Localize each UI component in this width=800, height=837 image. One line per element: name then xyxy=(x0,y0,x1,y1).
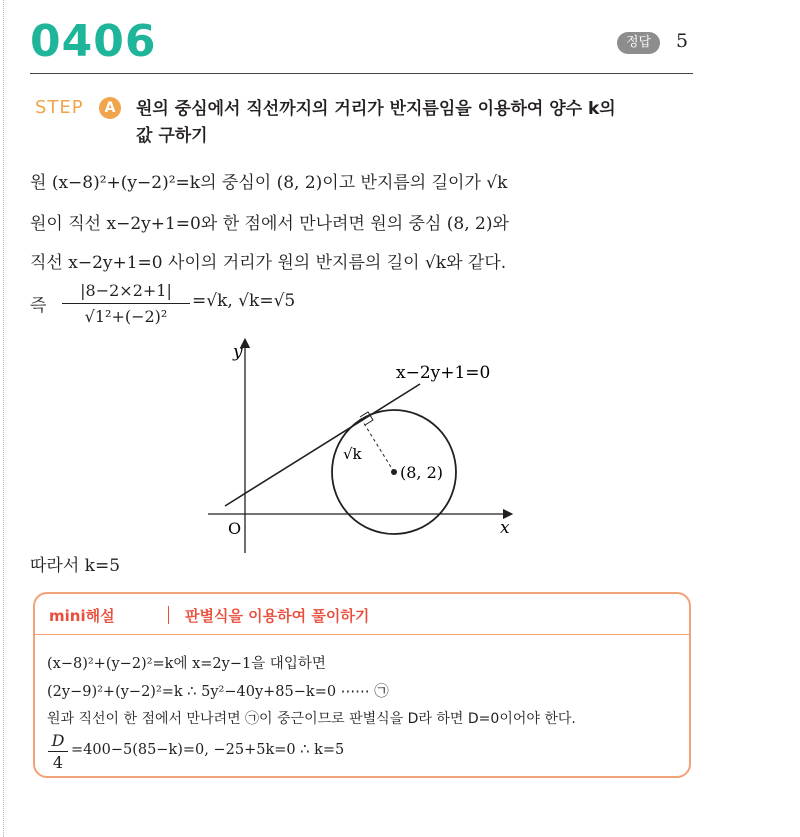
origin-label: O xyxy=(228,519,242,538)
line-label: x−2y+1=0 xyxy=(396,363,491,383)
mini-line4-rest: =400−5(85−k)=0, −25+5k=0 ∴ k=5 xyxy=(71,742,345,758)
center-label: (8, 2) xyxy=(400,463,444,482)
distance-numerator: |8−2×2+1| xyxy=(80,281,172,300)
problem-number: 0406 xyxy=(30,16,157,67)
mini-explanation-box xyxy=(33,592,691,778)
solution-line1: 원 (x−8)²+(y−2)²=k의 중심이 (8, 2)이고 반지름의 길이가 √k xyxy=(30,173,508,193)
step-title-line1: 원의 중심에서 직선까지의 거리가 반지름임을 이용하여 양수 k의 xyxy=(136,99,616,119)
mini-fraction-bar xyxy=(48,751,68,752)
solution-line4-rest: =√k, √k=√5 xyxy=(192,291,296,311)
solution-line3: 직선 x−2y+1=0 사이의 거리가 원의 반지름의 길이 √k와 같다. xyxy=(30,253,507,273)
circle-line-figure xyxy=(200,335,530,560)
answer-badge: 정답 xyxy=(617,32,660,54)
mini-fraction-numerator: D xyxy=(51,731,65,750)
tangent-line xyxy=(225,384,420,506)
answer-value: 5 xyxy=(676,30,689,52)
mini-fraction-denominator: 4 xyxy=(52,753,64,772)
mini-line2: (2y−9)²+(y−2)²=k ∴ 5y²−40y+85−k=0 ⋯⋯ ㉠ xyxy=(47,684,389,700)
fraction-bar xyxy=(62,303,190,304)
x-axis-label: x xyxy=(500,518,510,538)
header-divider xyxy=(30,73,693,74)
y-axis-label: y xyxy=(233,342,243,362)
conclusion: 따라서 k=5 xyxy=(30,556,121,576)
mini-label: mini해설 xyxy=(49,607,115,625)
mini-header-divider xyxy=(35,634,689,635)
mini-separator xyxy=(168,606,169,624)
mini-title: 판별식을 이용하여 풀이하기 xyxy=(185,607,370,625)
radius-segment xyxy=(360,417,394,472)
mini-line3: 원과 직선이 한 점에서 만나려면 ㉠이 중근이므로 판별식을 D라 하면 D=0이어야 한다. xyxy=(47,711,576,727)
page-edge-rule xyxy=(3,0,4,837)
solution-line4-prefix: 즉 xyxy=(30,296,47,316)
solution-line2: 원이 직선 x−2y+1=0와 한 점에서 만나려면 원의 중심 (8, 2)와 xyxy=(30,214,509,234)
step-title-line2: 값 구하기 xyxy=(136,126,208,146)
step-marker: A xyxy=(99,97,121,119)
distance-denominator: √1²+(−2)² xyxy=(84,307,168,326)
step-title xyxy=(136,96,696,150)
radius-label: √k xyxy=(343,445,362,463)
step-label: STEP xyxy=(35,97,84,118)
mini-line1: (x−8)²+(y−2)²=k에 x=2y−1을 대입하면 xyxy=(47,656,326,672)
